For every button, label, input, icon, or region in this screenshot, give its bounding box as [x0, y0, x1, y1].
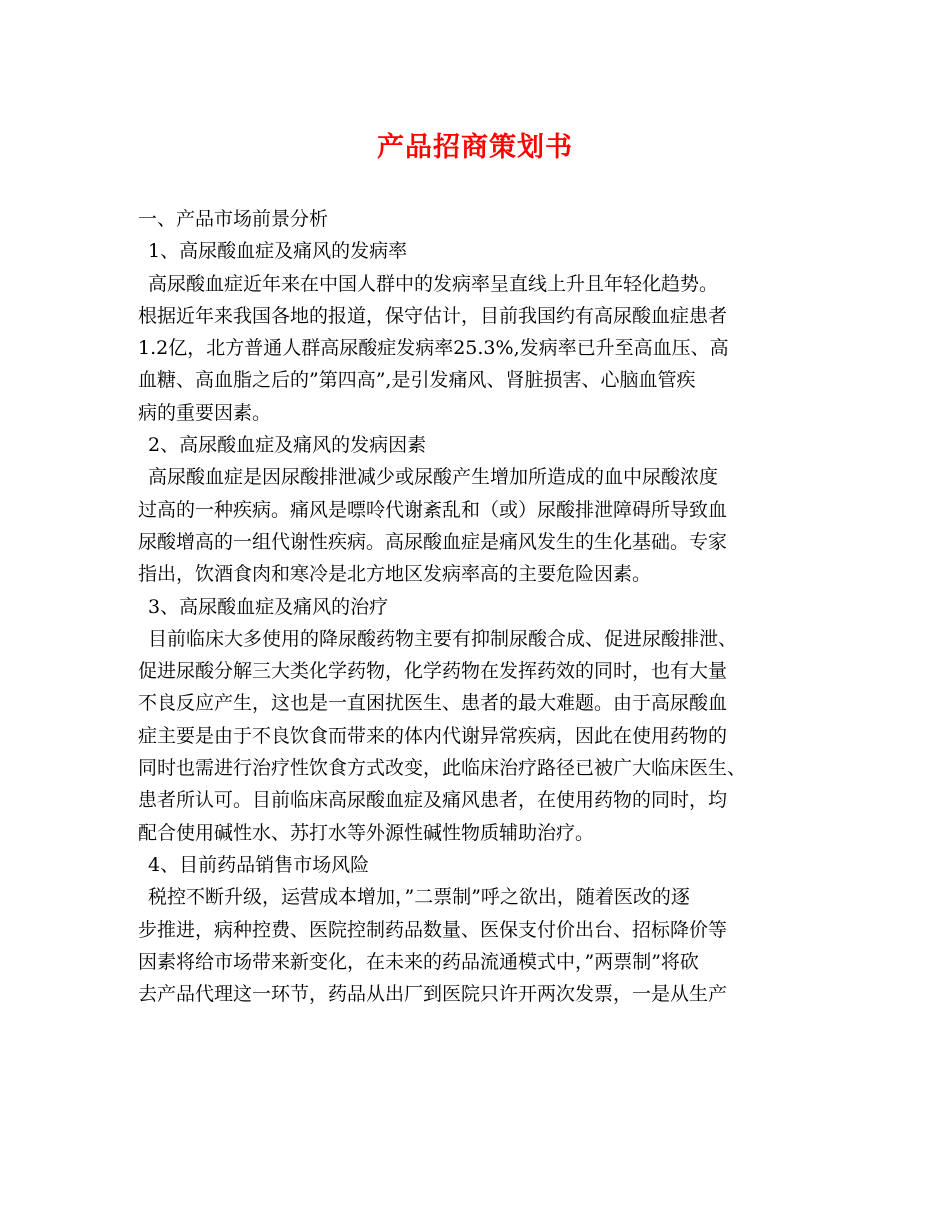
body-text-line: 尿酸增高的一组代谢性疾病。高尿酸血症是痛风发生的生化基础。专家	[138, 530, 728, 553]
body-text-line: 症主要是由于不良饮食而带来的体内代谢异常疾病，因此在使用药物的	[138, 724, 728, 747]
subsection-heading: 2、高尿酸血症及痛风的发病因素	[148, 434, 427, 457]
body-text-line: 患者所认可。目前临床高尿酸血症及痛风患者，在使用药物的同时，均	[138, 789, 728, 812]
paragraph-first-line: 高尿酸血症近年来在中国人群中的发病率呈直线上升且年轻化趋势。	[148, 272, 719, 295]
body-text-line: 根据近年来我国各地的报道，保守估计，目前我国约有高尿酸血症患者	[138, 304, 728, 327]
section-heading: 一、产品市场前景分析	[138, 208, 329, 230]
body-text-line: 促进尿酸分解三大类化学药物，化学药物在发挥药效的同时，也有大量	[138, 660, 728, 683]
body-text-line: 因素将给市场带来新变化，在未来的药品流通模式中，”两票制”将砍	[138, 950, 699, 973]
subsection-heading: 4、目前药品销售市场风险	[148, 853, 370, 876]
body-text-line: 过高的一种疾病。痛风是嘌呤代谢紊乱和（或）尿酸排泄障碍所导致血	[138, 498, 728, 521]
body-text-line: 1.2亿，北方普通人群高尿酸症发病率25.3%,发病率已升至高血压、高	[138, 337, 729, 360]
body-text-line: 同时也需进行治疗性饮食方式改变，此临床治疗路径已被广大临床医生、	[138, 757, 747, 780]
document-title: 产品招商策划书	[377, 132, 573, 163]
body-text-line: 血糖、高血脂之后的”第四高”,是引发痛风、肾脏损害、心脑血管疾	[138, 369, 696, 392]
document-body	[138, 203, 818, 1010]
body-text-line: 指出，饮酒食肉和寒冷是北方地区发病率高的主要危险因素。	[138, 563, 652, 586]
paragraph-first-line: 高尿酸血症是因尿酸排泄减少或尿酸产生增加所造成的血中尿酸浓度	[148, 466, 719, 489]
body-text-line: 配合使用碱性水、苏打水等外源性碱性物质辅助治疗。	[138, 821, 595, 844]
subsection-heading: 3、高尿酸血症及痛风的治疗	[148, 595, 389, 618]
body-text-line: 病的重要因素。	[138, 401, 272, 424]
body-text-line: 步推进，病种控费、医院控制药品数量、医保支付价出台、招标降价等	[138, 918, 728, 941]
subsection-heading: 1、高尿酸血症及痛风的发病率	[148, 240, 408, 263]
paragraph-first-line: 税控不断升级，运营成本增加，”二票制”呼之欲出，随着医改的逐	[148, 886, 690, 909]
paragraph-first-line: 目前临床大多使用的降尿酸药物主要有抑制尿酸合成、促进尿酸排泄、	[148, 627, 738, 650]
body-text-line: 去产品代理这一环节，药品从出厂到医院只许开两次发票，一是从生产	[138, 983, 728, 1006]
body-text-line: 不良反应产生，这也是一直困扰医生、患者的最大难题。由于高尿酸血	[138, 692, 728, 715]
